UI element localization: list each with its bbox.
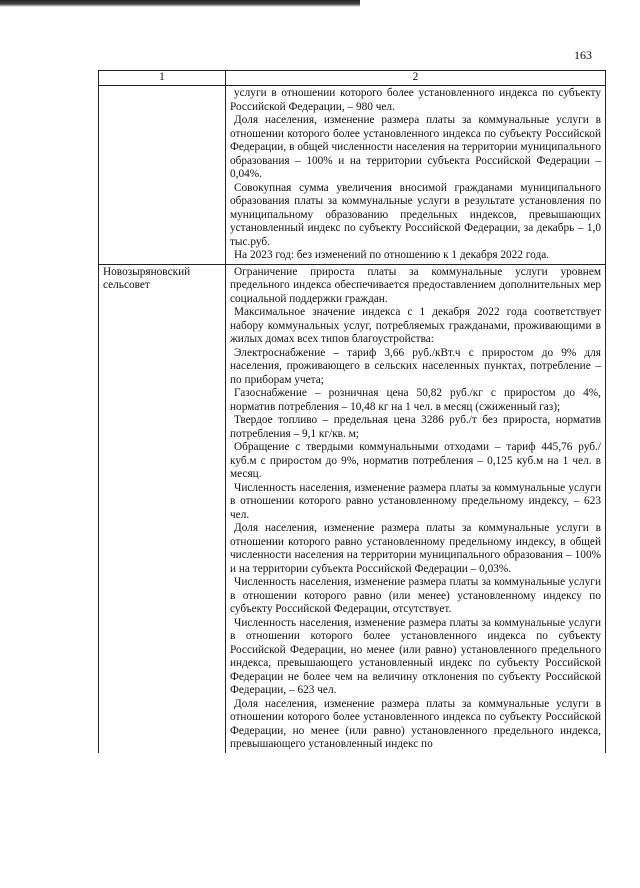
region-cell (99, 86, 226, 265)
table-header-row (99, 71, 606, 86)
table-row (99, 86, 606, 265)
content-cell (226, 264, 606, 753)
column-header-2: 2 (226, 71, 606, 86)
paragraph: Доля населения, изменение размера платы за коммунальные услуги в отношении которого более установленного индекса по субъекту Российской Федерации, в общей численности населения на территории муниципального образования – 100% и на территории субъекта Российской Федерации – 0,04%. (230, 114, 601, 180)
paragraph: Газоснабжение – розничная цена 50,82 руб./кг с приростом до 4%, норматив потребления – 10,48 кг на 1 чел. в месяц (сжиженный газ); (230, 387, 601, 413)
paragraph: Численность населения, изменение размера платы за коммунальные услуги в отношении которого более установленного индекса по субъекту Российской Федерации, но менее (или равно) установленного предельного индекса, превышающего установленный индекс по субъекту Российской Федерации не более чем на величину отклонения по субъекту Российской Федерации, – 623 чел. (230, 616, 601, 696)
paragraph: Электроснабжение – тариф 3,66 руб./кВт.ч с приростом до 9% для населения, проживающего в сельских населенных пунктах, потребление – по приборам учета; (230, 346, 601, 386)
scan-edge-artifact (0, 0, 360, 7)
content-cell (226, 86, 606, 265)
paragraph: На 2023 год: без изменений по отношению к 1 декабря 2022 года. (234, 249, 550, 261)
document-table (98, 70, 606, 753)
column-header-1: 1 (99, 71, 226, 86)
paragraph: Обращение с твердыми коммунальными отходами – тариф 445,76 руб./куб.м с приростом до 9%, норматив потребления – 0,125 куб.м на 1 чел. в месяц. (230, 441, 601, 480)
paragraph: услуги в отношении которого более установленного индекса по субъекту Российской Федерации, – 980 чел. (230, 87, 601, 113)
table-row (99, 264, 606, 753)
page-number: 163 (574, 48, 592, 62)
region-cell: Новозыряновский сельсовет (99, 264, 226, 753)
paragraph: Доля населения, изменение размера платы за коммунальные услуги в отношении которого более установленного индекса по субъекту Российской Федерации, но менее (или равно) установленного предельного индекса, превышающего установленный индекс по (230, 697, 601, 750)
paragraph: Ограничение прироста платы за коммунальные услуги уровнем предельного индекса обеспечивается предоставлением дополнительных мер социальной поддержки граждан. (230, 265, 601, 305)
paragraph: Численность населения, изменение размера платы за коммунальные услуги в отношении которого равно установленному предельному индексу, – 623 чел. (230, 481, 601, 521)
paragraph: Максимальное значение индекса с 1 декабря 2022 года соответствует набору коммунальных услуг, потребляемых гражданами, проживающими в жилых домах всех типов благоустройства: (230, 306, 601, 345)
paragraph: Совокупная сумма увеличения вносимой гражданами муниципального образования платы за коммунальные услуги в результате установления по муниципальному образованию предельных индексов, превышающих установленный индекс по субъекту Российской Федерации, за декабрь – 1,0 тыс.руб. (230, 181, 601, 248)
paragraph: Численность населения, изменение размера платы за коммунальные услуги в отношении которого равно (или менее) установленному индексу по субъекту Российской Федерации, отсутствует. (230, 576, 601, 615)
paragraph: Твердое топливо – предельная цена 3286 руб./т без прироста, норматив потребления – 9,1 кг/кв. м; (230, 414, 601, 440)
paragraph: Доля населения, изменение размера платы за коммунальные услуги в отношении которого равно установленному предельному индексу, в общей численности населения на территории муниципального образования – 100% и на территории субъекта Российской Федерации – 0,03%. (230, 522, 601, 575)
